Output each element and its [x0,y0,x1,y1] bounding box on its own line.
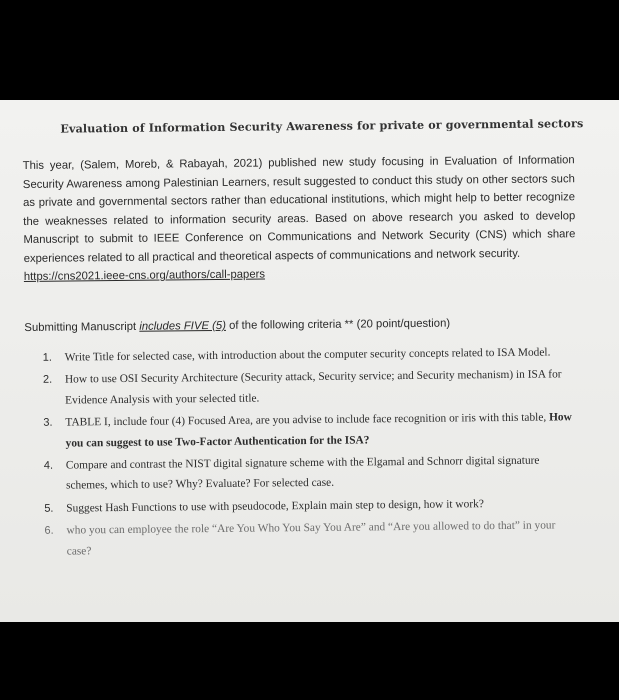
list-item [44,515,574,561]
criteria-emphasis: includes FIVE (5) [139,319,227,333]
call-for-papers-link[interactable]: https://cns2021.ieee-cns.org/authors/call-papers [23,268,266,283]
list-item-number: 1. [42,351,52,364]
list-item-bold-text: How you can suggest to use Two-Factor Authentication for the ISA? [65,411,572,450]
list-item-text: How to use OSI Security Architecture (Security attack, Security service; and Security mechanism) in ISA for Evidence Analysis with your selected title. [64,368,562,407]
list-item-text: who you can employee the role “Are You Who You Say You Are” and “Are you allowed to do that” in your case? [66,519,556,558]
intro-text: This year, (Salem, Moreb, & Rabayah, 2021) published new study focusing in Evaluation of Information Security Awareness among Palestinian Learners, result suggested to conduct this study on other sectors such as private and governmental sectors rather than educational institutions, which might help to better recognize the weaknesses related to information security areas. Based on above research you asked to develop Manuscript to submit to IEEE Conference on Communications and Network Security (CNS) which share experiences related to all practical and theoretical aspects of communications and network security. [22,154,576,265]
criteria-list [43,342,575,564]
list-item-number: 5. [44,502,54,515]
list-item-number: 6. [44,524,54,538]
list-item-number: 2. [42,374,53,387]
criteria-prefix: Submitting Manuscript [24,320,140,334]
list-item-number: 3. [43,416,53,430]
document-page [0,100,619,622]
list-item-number: 4. [43,459,54,472]
intro-paragraph [23,151,576,286]
list-item [43,365,573,411]
criteria-suffix: of the following criteria ** (20 point/question) [225,317,451,332]
list-item-text: Suggest Hash Functions to use with pseudocode, Explain main step to design, how it work? [66,498,484,515]
list-item [44,493,574,519]
list-item-text: Write Title for selected case, with introduction about the computer security concepts related to ISA Model. [64,346,551,364]
document-title: Evaluation of Information Security Awareness for private or governmental sectors [60,116,584,136]
list-item-text: TABLE I, include four (4) Focused Area, are you advise to include face recognition or iris with this table, [65,411,550,429]
list-item [43,407,573,453]
list-item-text: Compare and contrast the NIST digital signature scheme with the Elgamal and Schnorr digital signature schemes, which to use? Why? Evaluate? For selected case. [65,454,540,492]
list-item [44,450,574,496]
list-item [43,342,573,368]
criteria-line [24,318,450,334]
